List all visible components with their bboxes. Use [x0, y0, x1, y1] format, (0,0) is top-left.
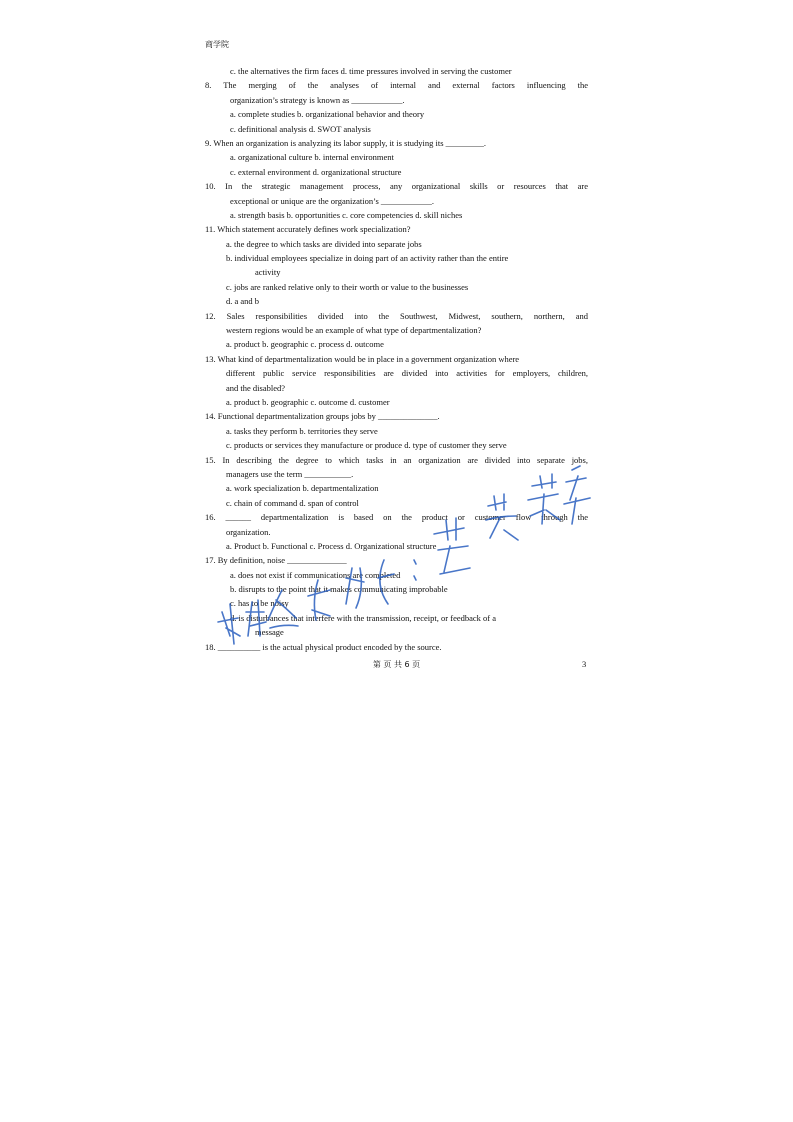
header-school: 商学院 — [205, 40, 229, 49]
text-line: 16. ______ departmentalization is based on the product or customer flow through the — [205, 512, 588, 523]
text-line: exceptional or unique are the organization’s ____________. — [230, 195, 435, 206]
question-content — [205, 64, 588, 654]
text-line: a. product b. geographic c. outcome d. customer — [226, 396, 390, 407]
text-line: 9. When an organization is analyzing its labor supply, it is studying its _________. — [205, 137, 487, 148]
text-line: and the disabled? — [226, 382, 286, 393]
text-line: a. the degree to which tasks are divided into separate jobs — [226, 238, 422, 249]
text-line: c. jobs are ranked relative only to their worth or value to the businesses — [226, 281, 469, 292]
text-line: 14. Functional departmentalization groups jobs by ______________. — [205, 411, 440, 422]
text-line: 17. By definition, noise ______________ — [205, 555, 347, 566]
footer-page-info: 第 页 共 6 页 — [372, 660, 421, 669]
text-line: a. product b. geographic c. process d. outcome — [226, 339, 384, 350]
text-line: 12. Sales responsibilities divided into the Southwest, Midwest, southern, northern, and — [205, 310, 588, 321]
text-line: 10. In the strategic management process, any organizational skills or resources that are — [205, 181, 588, 192]
text-line: c. has to be noisy — [230, 598, 289, 609]
text-line: a. Product b. Functional c. Process d. Organizational structure — [226, 540, 437, 551]
text-line: managers use the term ___________. — [226, 468, 354, 479]
text-line: c. chain of command d. span of control — [226, 497, 359, 508]
text-line: message — [255, 627, 284, 638]
text-line: 18. __________ is the actual physical product encoded by the source. — [205, 641, 442, 652]
text-line: c. the alternatives the firm faces d. time pressures involved in serving the customer — [230, 66, 512, 76]
text-line: 15. In describing the degree to which tasks in an organization are divided into separate jobs, — [205, 454, 588, 465]
text-line: b. individual employees specialize in doing part of an activity rather than the entire — [226, 253, 509, 264]
text-line: d. a and b — [226, 296, 260, 307]
text-line: different public service responsibilities are divided into activities for employers, children, — [226, 368, 588, 379]
text-line: a. does not exist if communications are completed — [230, 569, 401, 580]
text-line: a. strength basis b. opportunities c. core competencies d. skill niches — [230, 209, 463, 220]
text-line: a. work specialization b. departmentalization — [226, 483, 379, 494]
text-line: c. external environment d. organizational structure — [230, 166, 402, 177]
text-line: western regions would be an example of what type of departmentalization? — [226, 325, 482, 336]
text-line: 11. Which statement accurately defines work specialization? — [205, 224, 411, 235]
text-line: organization. — [226, 526, 271, 537]
text-line: a. complete studies b. organizational behavior and theory — [230, 109, 425, 120]
text-line: c. products or services they manufacture or produce d. type of customer they serve — [226, 440, 507, 451]
text-line: organization’s strategy is known as ____________. — [230, 94, 405, 105]
text-line: c. definitional analysis d. SWOT analysis — [230, 123, 371, 134]
text-line: a. organizational culture b. internal environment — [230, 152, 394, 163]
footer-page-number: 3 — [582, 659, 587, 669]
text-line: a. tasks they perform b. territories they serve — [226, 425, 378, 436]
text-line: 13. What kind of departmentalization would be in place in a government organization where — [205, 353, 520, 364]
text-line: 8. The merging of the analyses of internal and external factors influencing the — [205, 80, 588, 91]
text-line: b. disrupts to the point that it makes communicating improbable — [230, 584, 448, 595]
text-line: d. is disturbances that interfere with the transmission, receipt, or feedback of a — [230, 612, 497, 623]
text-line: activity — [255, 267, 281, 278]
